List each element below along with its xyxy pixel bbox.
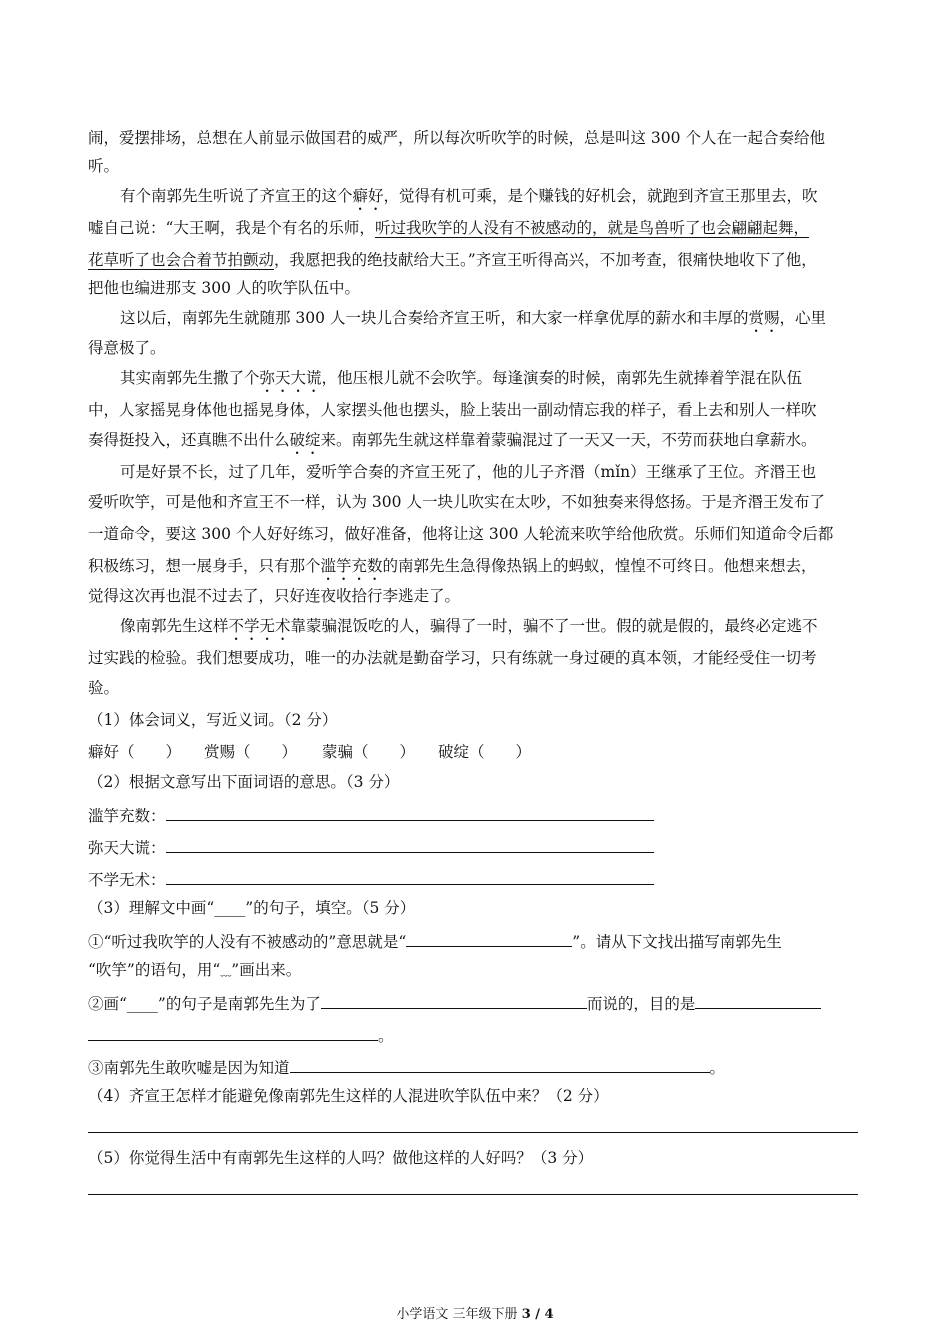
text-run: 的南郭先生急得像热锅上的蚂蚁，惶惶不可终日。他想来想去， [382,557,817,575]
text-run: 像南郭先生这样 [120,617,229,635]
text-run: ，我愿把我的绝技献给大王。”齐宣王听得高兴，不加考查，很痛快地收下了他， [274,251,817,269]
q2-term: 不学无术： [88,871,166,889]
q2-row [88,804,654,826]
underlined-sentence: 花草听了也会合着节拍颤动 [88,251,275,269]
text-run: ②画“____”的句子是南郭先生为了 [88,995,321,1013]
q3-answer-blank[interactable] [290,1056,710,1073]
text-run: 而说的，目的是 [586,995,696,1013]
dotted-word: 赏赐 [748,309,780,327]
passage-line [88,430,817,458]
text-run: ③南郭先生敢吹嘘是因为知道 [88,1059,290,1077]
text-run: ，他压根儿就不会吹竽。每逢演奏的时候，南郭先生就捧着竽混在队伍 [321,369,803,387]
question-title: （3）理解文中画“____”的句子，填空。（5 分） [88,899,416,917]
question-title: （4）齐宣王怎样才能避免像南郭先生这样的人混进吹竽队伍中来？（2 分） [88,1087,609,1105]
dotted-word: 弥天大谎 [259,369,322,387]
passage-line [120,368,802,396]
passage-line [120,616,818,644]
text-run: 。 [709,1059,726,1077]
text-run: 这以后，南郭先生就随那 300 人一块儿合奏给齐宣王听，和大家一样拿优厚的薪水和丰厚的 [120,309,749,327]
dotted-word: 破绽 [289,431,321,449]
passage-line: 验。 [88,679,120,697]
q2-term: 弥天大谎： [88,839,166,857]
passage-line: 一道命令，要这 300 个人好好练习，做好准备，他将让这 300 人轮流来吹竽给他欣赏。乐师们知道命令后都 [88,525,834,543]
q2-row [88,868,654,890]
q2-answer-blank[interactable] [166,836,654,853]
q1-answer-row [88,742,531,762]
passage-line: 得意极了。 [88,339,166,357]
q1-item[interactable]: 癖好（ ） [88,743,182,761]
passage-line: 闹，爱摆排场，总想在人前显示做国君的威严，所以每次听吹竽的时候，总是叫这 300 个人在一起合奏给他 [88,129,825,147]
q1-item[interactable]: 蒙骗（ ） [322,743,416,761]
footer-label: 小学语文 三年级下册 [396,1307,522,1322]
text-run: 来。南郭先生就这样靠着蒙骗混过了一天又一天，不劳而获地白拿薪水。 [320,431,817,449]
dotted-word: 滥竽充数 [320,557,383,575]
text-run: ，觉得有机可乘，是个赚钱的好机会，就跑到齐宣王那里去，吹 [383,187,818,205]
dotted-word: 不学无术 [228,617,291,635]
q3-answer-blank[interactable] [321,992,587,1009]
passage-line: 中，人家摇晃身体他也摇晃身体，人家摆头他也摆头，脸上装出一副动情忘我的样子，看上去和别人一样吹 [88,401,817,419]
passage-line: 爱听吹竽，可是他和齐宣王不一样，认为 300 人一块儿吹实在太吵，不如独奏来得悠扬。于是齐湣王发布了 [88,493,825,511]
dotted-word: 癖好 [352,187,384,205]
passage-line: 过实践的检验。我们想要成功，唯一的办法就是勤奋学习，只有练就一身过硬的真本领，才能经受住一切考 [88,649,817,667]
passage-line: 觉得这次再也混不过去了，只好连夜收拾行李逃走了。 [88,587,461,605]
passage-line: 把他也编进那支 300 人的吹竽队伍中。 [88,279,360,297]
question-title: （5）你觉得生活中有南郭先生这样的人吗？做他这样的人好吗？（3 分） [88,1149,594,1167]
text-run: ”。请从下文找出描写南郭先生 [572,933,782,951]
text-run: 嘘自己说：“大王啊，我是个有名的乐师， [88,219,375,237]
question-title: （2）根据文意写出下面词语的意思。（3 分） [88,773,400,791]
q1-item[interactable]: 赏赐（ ） [204,743,298,761]
text-run: 积极练习，想一展身手，只有那个 [88,557,321,575]
question-title: （1）体会词义，写近义词。（2 分） [88,711,338,729]
text-run: 奏得挺投入，还真瞧不出什么 [88,431,290,449]
text-run: “吹竽”的语句，用“ [88,961,221,979]
q1-item[interactable]: 破绽（ ） [438,743,532,761]
underlined-sentence: 听过我吹竽的人没有不被感动的，就是鸟兽听了也会翩翩起舞， [374,219,809,237]
passage-line: 听。 [88,157,120,175]
text-run: ①“听过我吹竽的人没有不被感动的”意思就是“ [88,933,407,951]
q3-part1-line [88,930,782,952]
q3-answer-blank[interactable] [406,930,572,947]
q3-part2-line [88,992,821,1014]
q3-answer-blank[interactable] [695,992,821,1009]
text-run: ”画出来。 [231,961,302,979]
text-run: 。 [378,1027,394,1045]
text-run: ，心里 [779,309,826,327]
q3-part1-line [88,960,301,982]
q2-answer-blank[interactable] [166,804,654,821]
text-run: 靠蒙骗混饭吃的人，骗得了一时，骗不了一世。假的就是假的，最终必定逃不 [290,617,818,635]
q4-answer-line[interactable] [88,1132,858,1133]
passage-line [88,250,817,270]
q3-answer-blank[interactable] [88,1024,378,1041]
q2-row [88,836,654,858]
passage-line: 可是好景不长，过了几年，爱听竽合奏的齐宣王死了，他的儿子齐湣（mǐn）王继承了王位。齐湣王也 [120,463,817,481]
q2-term: 滥竽充数： [88,807,166,825]
page-number: 3 / 4 [521,1307,554,1322]
wavy-line-icon: ﹏ [220,965,232,978]
q3-part3-line [88,1056,725,1078]
passage-line [88,218,809,238]
passage-line [88,556,817,584]
page-footer [0,1306,950,1324]
passage-line [120,186,818,214]
q5-answer-line[interactable] [88,1194,858,1195]
q2-answer-blank[interactable] [166,868,654,885]
text-run: 其实南郭先生撒了个 [120,369,260,387]
q3-part2-line [88,1024,394,1046]
passage-line [120,308,826,336]
text-run: 有个南郭先生听说了齐宣王的这个 [120,187,353,205]
